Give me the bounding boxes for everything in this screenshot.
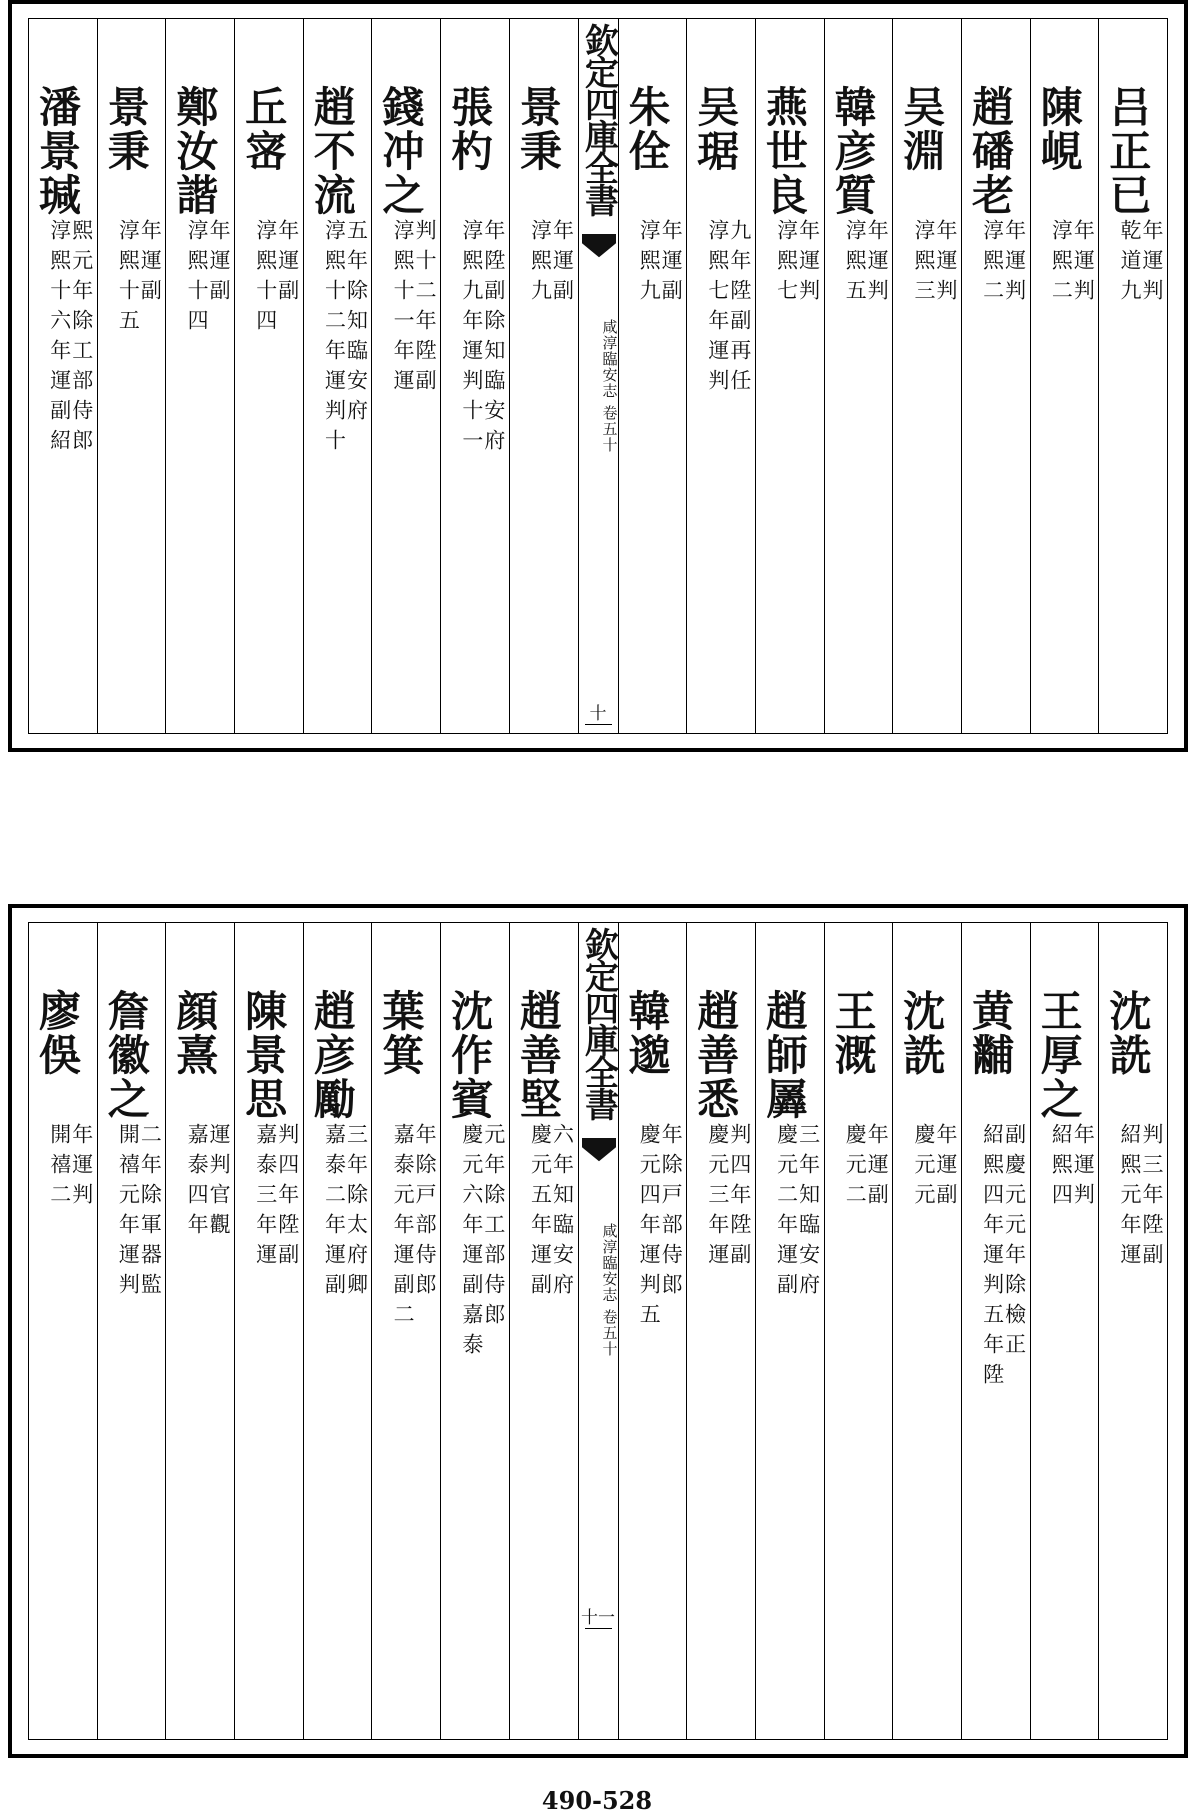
appointment-note-line: 年陞副除知臨安府 <box>481 219 506 459</box>
appointment-note-line: 年運副 <box>550 219 575 309</box>
folio-rule <box>585 724 612 725</box>
appointment-note-line: 淳熙五 <box>843 219 868 309</box>
top-page-frame <box>8 0 1188 752</box>
collection-title: 欽定四庫全書 <box>578 23 619 215</box>
appointment-note-line: 慶元五年運副 <box>528 1123 553 1303</box>
entry-column <box>618 923 687 1739</box>
entry-column <box>686 923 755 1739</box>
appointment-note-line: 年除戸部侍郎 <box>659 1123 684 1303</box>
official-name: 吕正已 <box>1103 85 1153 217</box>
appointment-note-line: 三年知臨安府 <box>796 1123 821 1303</box>
appointment-note-line: 年運副 <box>659 219 684 309</box>
official-name: 黄黼 <box>965 989 1015 1077</box>
official-name: 詹徽之 <box>101 989 151 1121</box>
fishtail-mark-icon <box>582 1138 616 1168</box>
official-name: 景秉 <box>101 85 151 173</box>
official-name: 朱佺 <box>622 85 672 173</box>
appointment-note-line: 三年除太府卿 <box>344 1123 369 1303</box>
appointment-note-line: 六年知臨安府 <box>550 1123 575 1303</box>
fishtail-mark-icon <box>582 234 616 264</box>
entry-column <box>824 923 893 1739</box>
official-name: 趙師羼 <box>759 989 809 1121</box>
appointment-note-line: 九年陞副再任 <box>727 219 752 399</box>
appointment-note-line: 嘉泰二年運副 <box>322 1123 347 1303</box>
appointment-note-line: 年運判 <box>865 219 890 309</box>
appointment-note-line: 開禧元年運判 <box>116 1123 141 1303</box>
entry-column <box>961 19 1030 733</box>
official-name: 吴琚 <box>691 85 741 173</box>
entry-column <box>824 19 893 733</box>
appointment-note-line: 年運副 <box>207 219 232 309</box>
entry-column <box>1030 19 1099 733</box>
appointment-note-line: 年運判 <box>933 219 958 309</box>
entry-column <box>509 923 578 1739</box>
official-name: 葉箕 <box>376 989 426 1077</box>
bottom-page <box>0 904 1194 1758</box>
appointment-note-line: 嘉泰元年運副二 <box>391 1123 416 1333</box>
appointment-note-line: 慶元三年運 <box>705 1123 730 1273</box>
official-name: 燕世良 <box>759 85 809 217</box>
entry-column <box>234 19 303 733</box>
official-name: 景秉 <box>513 85 563 173</box>
entry-column <box>686 19 755 733</box>
official-name: 顔熹 <box>170 989 220 1077</box>
appointment-note-line: 年運判 <box>796 219 821 309</box>
official-name: 趙不流 <box>307 85 357 217</box>
appointment-note-line: 嘉泰三年運 <box>253 1123 278 1273</box>
entry-column <box>29 923 97 1739</box>
appointment-note-line: 年運判 <box>69 1123 94 1213</box>
appointment-note-line: 年運判 <box>1071 1123 1096 1213</box>
entry-column <box>892 19 961 733</box>
appointment-note-line: 紹熙四年運判五年陞 <box>980 1123 1005 1393</box>
appointment-note-line: 年運判 <box>1140 219 1164 309</box>
appointment-note-line: 淳熙十六年運副紹 <box>47 219 72 459</box>
entry-column <box>440 923 509 1739</box>
official-name: 趙磻老 <box>965 85 1015 217</box>
appointment-note-line: 慶元二 <box>843 1123 868 1213</box>
appointment-note-line: 淳熙九年運判十一 <box>459 219 484 459</box>
appointment-note-line: 判四年陞副 <box>727 1123 752 1273</box>
folio-rule <box>585 1628 612 1629</box>
entry-column <box>1098 19 1167 733</box>
official-name: 丘宻 <box>239 85 289 173</box>
official-name: 沈詵 <box>1103 989 1153 1077</box>
volume-label: 咸淳臨安志 卷五十 <box>600 319 619 453</box>
appointment-note-line: 淳熙二 <box>1049 219 1074 309</box>
appointment-note-line: 淳熙十四 <box>253 219 278 339</box>
center-fold <box>578 923 618 1739</box>
appointment-note-line: 年運副 <box>865 1123 890 1213</box>
folio-number: 十一 <box>581 1608 615 1628</box>
appointment-note-line: 慶元六年運副嘉泰 <box>459 1123 484 1363</box>
appointment-note-line: 運判官觀 <box>207 1123 232 1243</box>
appointment-note-line: 淳熙九 <box>637 219 662 309</box>
appointment-note-line: 二年除軍器監 <box>138 1123 163 1303</box>
appointment-note-line: 淳熙十一年運 <box>391 219 416 399</box>
entry-column <box>961 923 1030 1739</box>
entry-column <box>165 923 234 1739</box>
appointment-note-line: 年運副 <box>275 219 300 309</box>
official-name: 錢冲之 <box>376 85 426 217</box>
appointment-note-line: 淳熙七年運判 <box>705 219 730 399</box>
entry-column <box>165 19 234 733</box>
entry-column <box>371 923 440 1739</box>
appointment-note-line: 慶元四年運判五 <box>637 1123 662 1333</box>
appointment-note-line: 淳熙十二年運判十 <box>322 219 347 459</box>
official-name: 張杓 <box>445 85 495 173</box>
official-name: 陳峴 <box>1034 85 1084 173</box>
appointment-note-line: 嘉泰四年 <box>185 1123 210 1243</box>
entry-column <box>303 923 372 1739</box>
appointment-note-line: 副慶元元年除檢正 <box>1002 1123 1027 1363</box>
official-name: 沈詵 <box>897 989 947 1077</box>
appointment-note-line: 淳熙二 <box>980 219 1005 309</box>
appointment-note-line: 淳熙十四 <box>185 219 210 339</box>
official-name: 韓彦質 <box>828 85 878 217</box>
appointment-note-line: 慶元二年運副 <box>774 1123 799 1303</box>
entry-column <box>440 19 509 733</box>
bottom-page-text-block <box>28 922 1168 1740</box>
entry-column <box>509 19 578 733</box>
entry-column <box>618 19 687 733</box>
appointment-note-line: 慶元元 <box>911 1123 936 1213</box>
appointment-note-line: 年運判 <box>1002 219 1027 309</box>
appointment-note-line: 淳熙九 <box>528 219 553 309</box>
appointment-note-line: 判十二年陞副 <box>413 219 438 399</box>
official-name: 吴淵 <box>897 85 947 173</box>
entry-column <box>755 19 824 733</box>
entry-column <box>371 19 440 733</box>
appointment-note-line: 淳熙十五 <box>116 219 141 339</box>
appointment-note-line: 年除戸部侍郎 <box>413 1123 438 1303</box>
official-name: 鄭汝諧 <box>170 85 220 217</box>
official-name: 廖俁 <box>33 989 82 1077</box>
bottom-page-columns <box>29 923 1167 1739</box>
appointment-note-line: 淳熙七 <box>774 219 799 309</box>
appointment-note-line: 熙元年除工部侍郎 <box>69 219 94 459</box>
appointment-note-line: 判四年陞副 <box>275 1123 300 1273</box>
appointment-note-line: 紹熙四 <box>1049 1123 1074 1213</box>
official-name: 潘景瑊 <box>33 85 82 217</box>
folio-number: 十 <box>589 704 607 724</box>
official-name: 趙善悉 <box>691 989 741 1121</box>
entry-column <box>29 19 97 733</box>
appointment-note-line: 元年除工部侍郎 <box>481 1123 506 1333</box>
top-page-columns <box>29 19 1167 733</box>
center-fold <box>578 19 618 733</box>
official-name: 趙彦勵 <box>307 989 357 1121</box>
official-name: 王溉 <box>828 989 878 1077</box>
entry-column <box>892 923 961 1739</box>
official-name: 陳景思 <box>239 989 289 1121</box>
entry-column <box>97 19 166 733</box>
appointment-note-line: 淳熙三 <box>911 219 936 309</box>
appointment-note-line: 年運副 <box>138 219 163 309</box>
top-page <box>0 0 1194 752</box>
appointment-note-line: 五年除知臨安府 <box>344 219 369 429</box>
entry-column <box>1098 923 1167 1739</box>
appointment-note-line: 年運副 <box>933 1123 958 1213</box>
top-page-text-block <box>28 18 1168 734</box>
official-name: 王厚之 <box>1034 989 1084 1121</box>
appointment-note-line: 判三年陞副 <box>1140 1123 1164 1273</box>
entry-column <box>97 923 166 1739</box>
appointment-note-line: 乾道九 <box>1118 219 1142 309</box>
collection-title: 欽定四庫全書 <box>578 927 619 1119</box>
official-name: 沈作賓 <box>445 989 495 1121</box>
official-name: 韓邈 <box>622 989 672 1077</box>
entry-column <box>303 19 372 733</box>
appointment-note-line: 開禧二 <box>47 1123 72 1213</box>
bottom-page-frame <box>8 904 1188 1758</box>
entry-column <box>755 923 824 1739</box>
appointment-note-line: 年運判 <box>1071 219 1096 309</box>
official-name: 趙善堅 <box>513 989 563 1121</box>
volume-label: 咸淳臨安志 卷五十 <box>600 1223 619 1357</box>
entry-column <box>1030 923 1099 1739</box>
appointment-note-line: 紹熙元年運 <box>1118 1123 1142 1273</box>
entry-column <box>234 923 303 1739</box>
page-number: 490-528 <box>541 1786 653 1815</box>
